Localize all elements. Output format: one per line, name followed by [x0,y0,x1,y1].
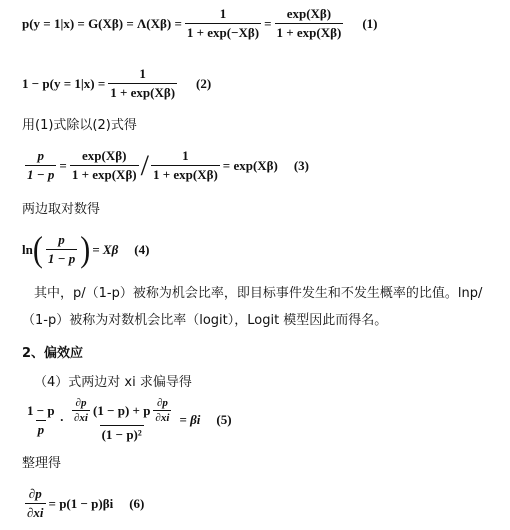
text-rearrange: 整理得 [22,456,62,471]
eq1-fraction-1 [185,6,261,41]
eq5-top-a-numerator: ∂p [75,397,87,409]
text-divide: 用(1)式除以(2)式得 [22,118,137,133]
eq6-denominator: ∂xi [27,505,44,520]
equation-5 [22,397,232,443]
eq5-top-b-denominator: ∂xi [155,412,170,424]
section-heading: 2、偏效应 [22,346,84,361]
eq6-number: (6) [129,495,145,511]
eq2-number: (2) [196,75,212,91]
text-partial-derivative: （4）式两边对 xi 求偏导得 [34,375,192,390]
eq1-frac2-denominator: 1 + exp(Xβ) [276,25,342,40]
eq5-main-numerator [67,397,176,425]
eq5-main-fraction [67,397,176,443]
eq4-number: (4) [134,241,150,257]
eq5-fraction-1 [25,403,57,438]
eq3-f1-numerator: p [37,148,44,163]
eq5-top-b-numerator: ∂p [156,397,168,409]
equation-4 [22,229,150,269]
eq5-number: (5) [216,412,232,427]
eq3-rhs: = exp(Xβ) [222,157,278,173]
eq4-denominator: 1 − p [47,251,76,266]
eq4-numerator: p [58,232,65,247]
eq2-fraction [108,66,177,101]
eq5-rhs: = βi [179,412,201,427]
eq5-top-a-denominator: ∂xi [73,412,88,424]
text-take-log: 两边取对数得 [22,202,101,217]
eq6-fraction [25,486,46,521]
eq3-fraction-2 [70,148,139,183]
eq3-f1-denominator: 1 − p [27,167,55,182]
eq3-f3-numerator: 1 [182,148,189,163]
eq6-rhs: = p(1 − p)βi [48,495,114,511]
eq3-f2-denominator: 1 + exp(Xβ) [71,167,137,182]
eq5-top-a-fraction [72,397,90,424]
eq3-equals-1: = [59,157,67,173]
eq3-fraction-1 [25,148,56,183]
eq4-right-paren: ) [80,229,91,269]
eq1-lhs: p(y = 1|x) = G(Xβ) = Λ(Xβ) = [22,15,182,31]
eq5-dot: · [59,412,64,427]
eq5-top-middle: (1 − p) + p [92,402,151,418]
equation-1 [22,6,377,41]
eq4-fraction [46,232,77,267]
eq1-frac2-numerator: exp(Xβ) [286,6,332,21]
paragraph-odds-ratio: 其中，p/（1-p）被称为机会比率，即目标事件发生和不发生概率的比值。lnp/（1-p）被称为对数机会比率（logit），Logit 模型因此而得名。 [22,286,483,328]
eq1-number: (1) [362,15,378,31]
equation-3 [22,148,309,183]
eq1-frac1-denominator: 1 + exp(−Xβ) [186,25,260,40]
eq4-left-paren: ( [32,229,43,269]
eq3-f2-numerator: exp(Xβ) [82,148,127,163]
eq6-numerator: ∂p [28,486,42,501]
eq4-ln: ln [22,241,33,257]
eq5-main-denominator: (1 − p)² [101,427,142,442]
eq1-equals: = [264,15,272,31]
eq2-numerator: 1 [139,66,146,81]
eq4-rhs: = Xβ [92,241,119,257]
eq5-top-b-fraction [153,397,171,424]
eq1-fraction-2 [275,6,344,41]
eq5-f1-numerator: 1 − p [27,402,55,418]
equation-2 [22,66,211,101]
equation-6 [22,486,144,521]
eq2-denominator: 1 + exp(Xβ) [110,85,176,100]
eq3-f3-denominator: 1 + exp(Xβ) [152,167,218,182]
eq3-number: (3) [293,157,310,173]
eq5-f1-denominator: p [37,421,45,437]
eq2-lhs: 1 − p(y = 1|x) = [22,75,106,91]
eq3-slash: / [140,148,149,182]
eq1-frac1-numerator: 1 [219,6,227,21]
eq3-fraction-3 [151,148,220,183]
